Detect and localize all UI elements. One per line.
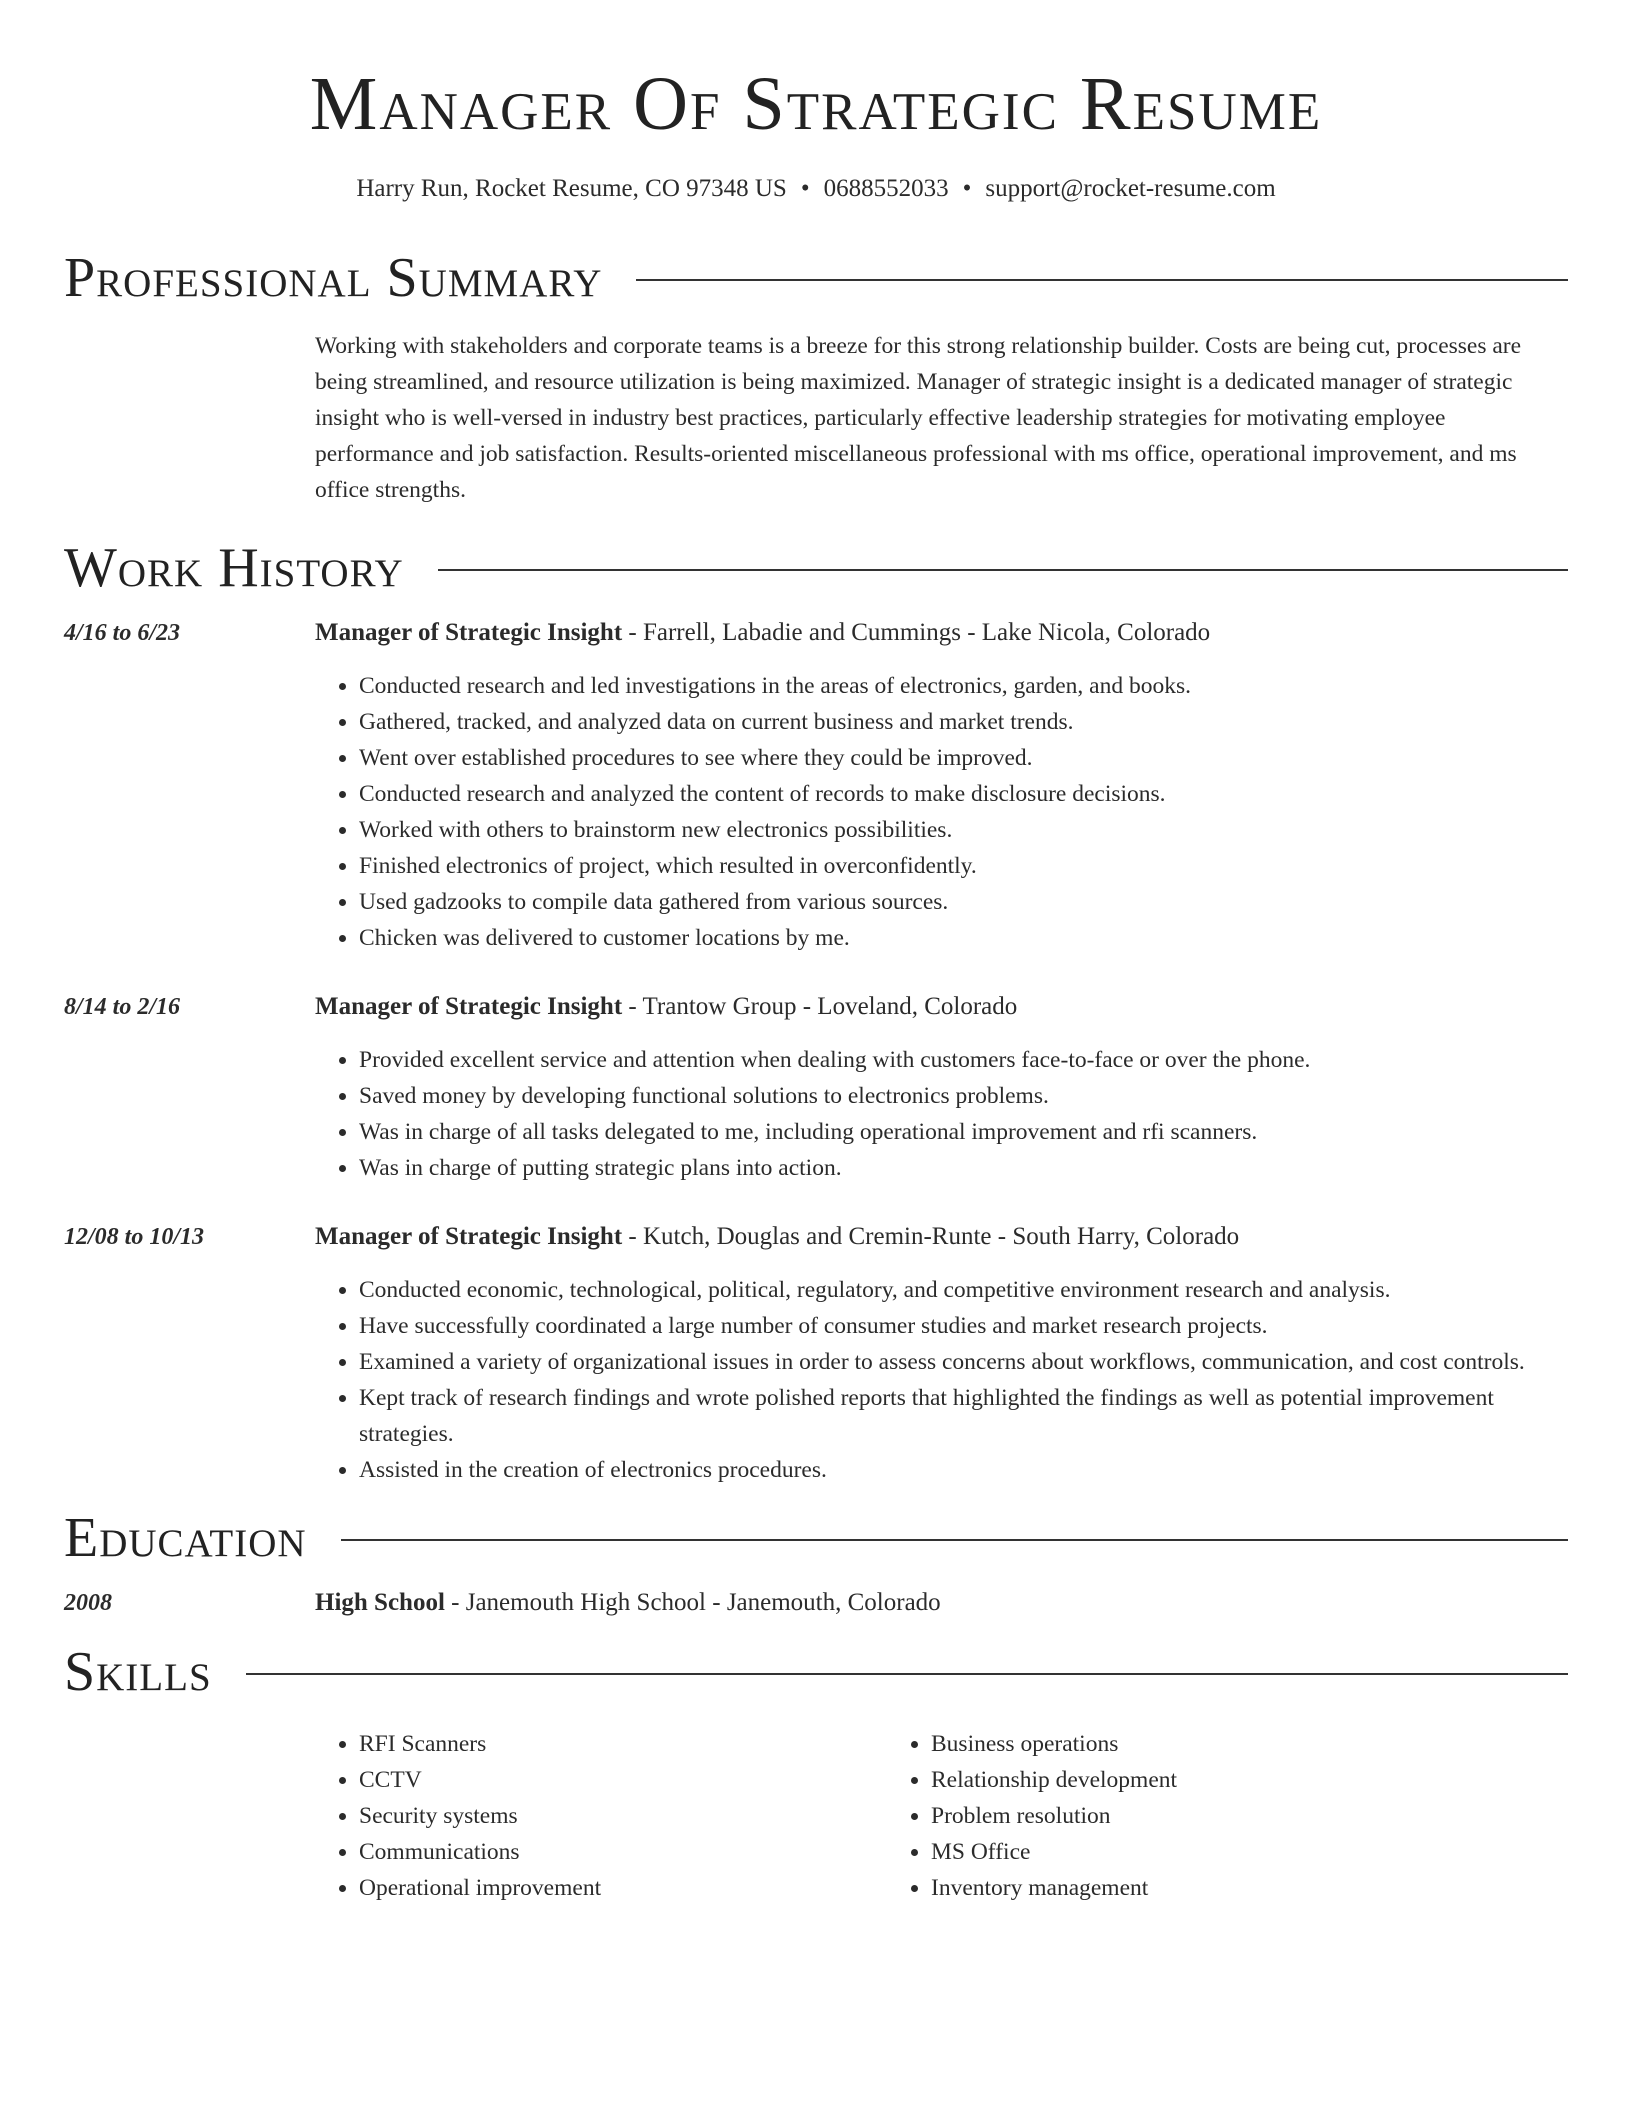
skill-item: • CCTV (359, 1762, 887, 1798)
section-divider (246, 1673, 1568, 1675)
job-employer: - Kutch, Douglas and Cremin-Runte - South Harry, Colorado (622, 1223, 1240, 1250)
job-bullet-list (315, 1042, 1568, 1186)
job-headline (315, 1220, 1568, 1254)
job-bullet: • Was in charge of all tasks delegated to me, including operational improvement and rfi scanners. (359, 1114, 1568, 1150)
skills-column-left (315, 1726, 887, 1906)
job-bullet: • Went over established procedures to see where they could be improved. (359, 740, 1568, 776)
skills-column-right (887, 1726, 1459, 1906)
section-title-education: Education (64, 1507, 307, 1569)
skill-item: • Business operations (931, 1726, 1459, 1762)
job-bullet: • Kept track of research findings and wrote polished reports that highlighted the findings as well as potential improvement strategies. (359, 1380, 1568, 1452)
skill-item: • Inventory management (931, 1870, 1459, 1906)
contact-phone: 0688552033 (823, 175, 949, 202)
section-title-skills: Skills (64, 1641, 212, 1703)
contact-separator: • (800, 175, 810, 202)
section-divider (636, 279, 1568, 281)
job-bullet: • Saved money by developing functional solutions to electronics problems. (359, 1078, 1568, 1114)
skill-item: • Communications (359, 1834, 887, 1870)
job-bullet: • Assisted in the creation of electronics procedures. (359, 1452, 1568, 1488)
section-divider (438, 569, 1568, 571)
job-entry (64, 616, 1568, 956)
job-bullet-list (315, 668, 1568, 956)
skill-item: • Security systems (359, 1798, 887, 1834)
job-headline (315, 616, 1568, 650)
skill-item: • Problem resolution (931, 1798, 1459, 1834)
job-body (315, 990, 1568, 1186)
job-bullet-list (315, 1272, 1568, 1488)
education-school: - Janemouth High School - Janemouth, Colorado (444, 1589, 941, 1616)
education-body (315, 1586, 1568, 1620)
job-title: Manager of Strategic Insight (315, 619, 623, 646)
skill-item: • Operational improvement (359, 1870, 887, 1906)
job-bullet: • Conducted research and led investigations in the areas of electronics, garden, and books. (359, 668, 1568, 704)
contact-separator: • (962, 175, 972, 202)
job-dates: 12/08 to 10/13 (64, 1224, 205, 1250)
job-title: Manager of Strategic Insight (315, 993, 623, 1020)
job-dates: 8/14 to 2/16 (64, 994, 181, 1020)
job-entry (64, 1220, 1568, 1488)
job-title: Manager of Strategic Insight (315, 1223, 623, 1250)
skill-item: • RFI Scanners (359, 1726, 887, 1762)
job-bullet: • Worked with others to brainstorm new electronics possibilities. (359, 812, 1568, 848)
resume-title: Manager Of Strategic Resume (309, 62, 1323, 146)
job-headline (315, 990, 1568, 1024)
job-entry (64, 990, 1568, 1186)
skill-item: • MS Office (931, 1834, 1459, 1870)
education-headline (315, 1586, 1568, 1620)
job-bullet: • Conducted economic, technological, political, regulatory, and competitive environment research and analysis. (359, 1272, 1568, 1308)
summary-text: Working with stakeholders and corporate teams is a breeze for this strong relationship builder. Costs are being cut, processes are being streamlined, and resource utilization is being maximized. Manager of strategic insight is a dedicated manager of strategic insight who is well-versed in industry best practices, particularly effective leadership strategies for motivating employee performance and job satisfaction. Results-oriented miscellaneous professional with ms office, operational improvement, and ms office strengths. (315, 333, 1522, 503)
education-year: 2008 (64, 1590, 112, 1616)
job-bullet: • Used gadzooks to compile data gathered from various sources. (359, 884, 1568, 920)
job-dates: 4/16 to 6/23 (64, 620, 181, 646)
education-degree: High School (315, 1589, 445, 1616)
job-employer: - Trantow Group - Loveland, Colorado (622, 993, 1018, 1020)
job-employer: - Farrell, Labadie and Cummings - Lake Nicola, Colorado (622, 619, 1211, 646)
section-title-work-history: Work History (64, 537, 404, 599)
job-body (315, 616, 1568, 956)
job-bullet: • Chicken was delivered to customer locations by me. (359, 920, 1568, 956)
job-bullet: • Finished electronics of project, which resulted in overconfidently. (359, 848, 1568, 884)
education-entry (64, 1586, 1568, 1620)
contact-email: support@rocket-resume.com (985, 175, 1276, 202)
job-bullet: • Examined a variety of organizational issues in order to assess concerns about workflows, communication, and cost controls. (359, 1344, 1568, 1380)
contact-line (64, 172, 1568, 206)
job-bullet: • Gathered, tracked, and analyzed data on current business and market trends. (359, 704, 1568, 740)
skill-item: • Relationship development (931, 1762, 1459, 1798)
job-body (315, 1220, 1568, 1488)
section-header-skills (64, 1640, 1568, 1704)
section-header-education (64, 1506, 1568, 1570)
section-divider (341, 1539, 1568, 1541)
job-bullet: • Conducted research and analyzed the content of records to make disclosure decisions. (359, 776, 1568, 812)
job-bullet: • Have successfully coordinated a large number of consumer studies and market research projects. (359, 1308, 1568, 1344)
contact-address: Harry Run, Rocket Resume, CO 97348 US (356, 175, 787, 202)
skills-grid (315, 1726, 1568, 1906)
section-title-summary: Professional Summary (64, 247, 603, 309)
section-header-summary (64, 246, 1568, 310)
job-bullet: • Was in charge of putting strategic plans into action. (359, 1150, 1568, 1186)
section-header-work-history (64, 536, 1568, 600)
job-bullet: • Provided excellent service and attention when dealing with customers face-to-face or over the phone. (359, 1042, 1568, 1078)
